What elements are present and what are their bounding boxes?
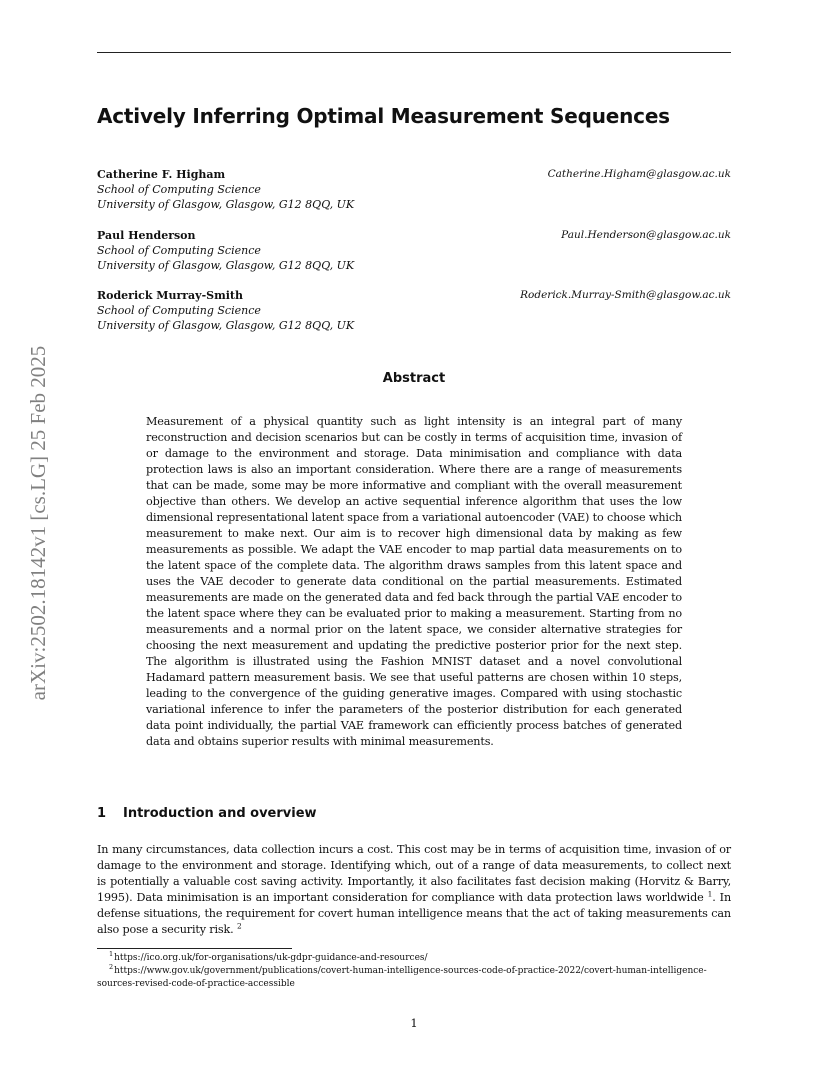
author-name: Paul Henderson xyxy=(97,229,196,242)
abstract-heading: Abstract xyxy=(382,371,446,386)
footnote xyxy=(97,965,731,991)
author-block xyxy=(97,167,731,212)
section-title: Introduction and overview xyxy=(123,806,317,821)
section-heading xyxy=(97,806,731,821)
author-email[interactable]: Paul.Henderson@glasgow.ac.uk xyxy=(561,229,731,241)
author-address: University of Glasgow, Glasgow, G12 8QQ, UK xyxy=(97,319,355,332)
footnote-ref[interactable]: 1 xyxy=(707,889,713,899)
author-name: Catherine F. Higham xyxy=(97,168,226,181)
author-name: Roderick Murray-Smith xyxy=(97,289,243,302)
footnotes xyxy=(97,952,731,991)
author-block xyxy=(97,228,731,273)
author-department: School of Computing Science xyxy=(97,244,261,257)
footnote-ref[interactable]: 2 xyxy=(236,921,242,931)
abstract-body: Measurement of a physical quantity such as light intensity is an integral part of many reconstruction and decision scenarios but can be costly in terms of acquisition time, invasion of or damage to the environment and storage. Data minimisation and compliance with data protection laws is also an important consideration. Where there are a range of measurements that can be made, some may be more informative and compliant with the overall measurement objective than others. We develop an active sequential inference algorithm that uses the low dimensional representational latent space from a variational autoencoder (VAE) to choose which measurement to make next. Our aim is to recover high dimensional data by making as few measurements as possible. We adapt the VAE encoder to map partial data measurements on to the latent space of the complete data. The algorithm draws samples from this latent space and uses the VAE decoder to generate data conditional on the partial measurements. Estimated measurements are made on the generated data and fed back through the partial VAE encoder to the latent space where they can be evaluated prior to making a measurement. Starting from no measurements and a normal prior on the latent space, we consider alternative strategies for choosing the next measurement and updating the predictive posterior prior for the next step. The algorithm is illustrated using the Fashion MNIST dataset and a novel convolutional Hadamard pattern measurement basis. We see that useful patterns are chosen within 10 steps, leading to the convergence of the guiding generative images. Compared with using stochastic variational inference to infer the parameters of the posterior distribution for each generated data point individually, the partial VAE framework can efficiently process batches of generated data and obtains superior results with minimal measurements. xyxy=(146,415,682,748)
footnote-number: 1 xyxy=(109,950,114,958)
footnote-number: 2 xyxy=(109,963,114,971)
author-address: University of Glasgow, Glasgow, G12 8QQ, UK xyxy=(97,259,355,272)
author-email[interactable]: Roderick.Murray-Smith@glasgow.ac.uk xyxy=(520,289,731,301)
intro-paragraph xyxy=(97,842,731,938)
author-department: School of Computing Science xyxy=(97,304,261,317)
author-email[interactable]: Catherine.Higham@glasgow.ac.uk xyxy=(547,168,731,180)
footnote xyxy=(97,952,731,965)
section-number: 1 xyxy=(97,806,107,821)
footnote-url[interactable]: https://ico.org.uk/for-organisations/uk-gdpr-guidance-and-resources/ xyxy=(114,953,428,963)
author-department: School of Computing Science xyxy=(97,183,261,196)
header-rule xyxy=(97,52,731,53)
footnote-url[interactable]: https://www.gov.uk/government/publications/covert-human-intelligence-sources-code-of-practice-2022/covert-human-intelligence-sources-revised-code-of-practice-accessible xyxy=(97,966,707,989)
intro-text-part1: In many circumstances, data collection incurs a cost. This cost may be in terms of acquisition time, invasion of or damage to the environment and storage. Identifying which, out of a range of data measurements, to collect next is potentially a valuable cost saving activity. Importantly, it also facilitates fast decision making (Horvitz & Barry, 1995). Data minimisation is an important consideration for compliance with data protection laws worldwide xyxy=(97,843,731,904)
page-number: 1 xyxy=(410,1016,418,1030)
intro-text-part2: . In defense situations, the requirement for covert human intelligence means that the act of taking measurements can also pose a security risk. xyxy=(97,891,731,936)
author-block xyxy=(97,288,731,333)
arxiv-identifier[interactable]: arXiv:2502.18142v1 [cs.LG] 25 Feb 2025 xyxy=(26,345,50,701)
author-address: University of Glasgow, Glasgow, G12 8QQ, UK xyxy=(97,198,355,211)
footnote-rule xyxy=(97,948,292,949)
paper-title: Actively Inferring Optimal Measurement Sequences xyxy=(97,104,670,128)
